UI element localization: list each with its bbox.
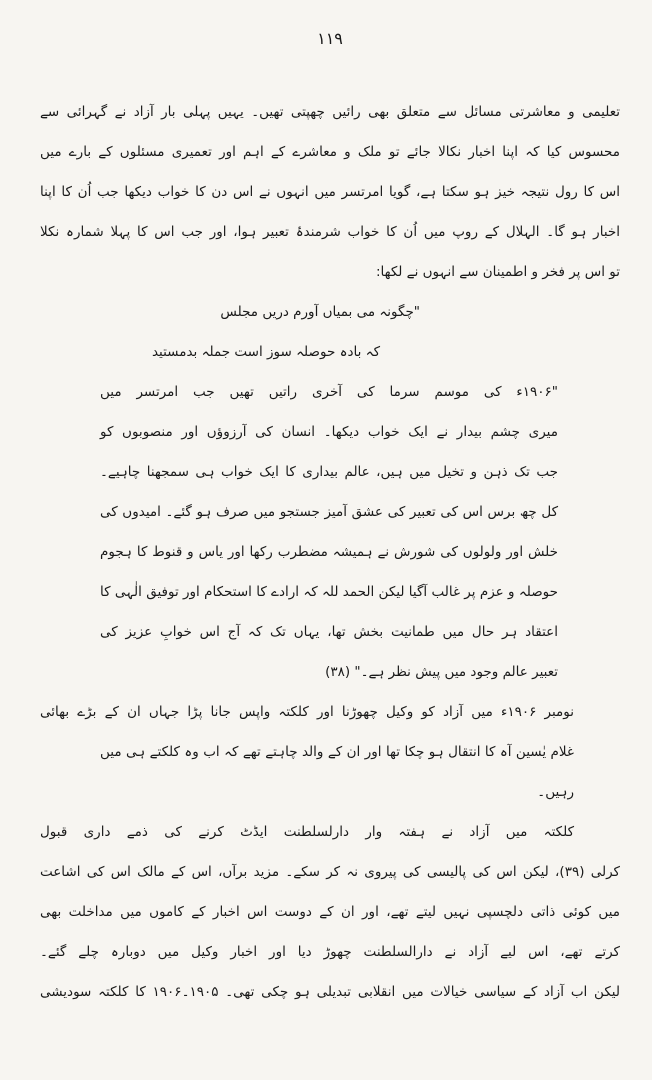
text-line: غلام یٰسین آہ کا انتقال ہو چکا تھا اور ان کے والد چاہتے تھے کہ اب وہ کلکتے ہی میں رہیں۔ [100,744,574,800]
text-line: تو اس پر فخر و اطمینان سے انہوں نے لکھا: [375,264,620,280]
page-number: ۱۱۹ [317,29,343,48]
quote-line: میری چشم بیدار نے ایک خواب دیکھا۔ انسان کی آرزوؤں اور منصوبوں کو [100,424,558,440]
text-line: میں کوئی ذاتی دلچسپی نہیں لیتے تھے، اور ان کے دوست اس اخبار کے کاموں میں مداخلت بھی [40,904,620,920]
quote-line: خلش اور ولولوں کی شورش نے ہمیشہ مضطرب رکھا اور یاس و قنوط کا ہجوم [100,544,558,560]
quote-line: اعتقاد ہر حال میں طمانیت بخش تھا، یہاں تک کہ آج اس خوابِ عزیز کی [100,624,558,640]
quote-line: "۱۹۰۶ء کی موسم سرما کی آخری راتیں تھیں جب امرتسر میں [100,384,558,400]
text-line: اخبار ہو گا۔ الہلال کے روپ میں اُن کا خواب شرمندۂ تعبیر ہوا، اور جب اس کا پہلا شمارہ نکلا [40,224,620,240]
verse-line: "چگونہ می بمیاں آورم دریں مجلس [220,304,420,320]
quote-line: جب تک ذہن و تخیل میں ہیں، عالم بیداری کا ایک خواب ہی سمجھنا چاہیے۔ [100,464,558,480]
text-line: کرتے تھے، اس لیے آزاد نے دارالسلطنت چھوڑ دیا اور اخبار وکیل میں دوبارہ چلے گئے۔ [40,944,620,960]
text-line: کرلی (۳۹)، لیکن اس کی پالیسی کی پیروی نہ کر سکے۔ مزید برآں، اس کے مالک اس کی اشاعت [40,864,620,880]
text-line: تعلیمی و معاشرتی مسائل سے متعلق بھی رائیں چھپتی تھیں۔ یہیں پہلی بار آزاد نے گہرائی سے [40,104,620,120]
text-line: کلکتہ میں آزاد نے ہفتہ وار دارلسلطنت ایڈٹ کرنے کی ذمے داری قبول [40,824,574,840]
text-line: نومبر ۱۹۰۶ء میں آزاد کو وکیل چھوڑنا اور کلکتہ واپس جانا پڑا جہاں ان کے بڑے بھائی [40,704,575,720]
text-line: اس کا رول نتیجہ خیز ہو سکتا ہے، گویا امرتسر میں انہوں نے اس دن کا خواب دیکھا جب اُن کا اپنا [40,184,620,200]
quote-line: کل چھ برس اس کی تعبیر کی عشق آمیز جستجو میں صرف ہو گئے۔ امیدوں کی [100,504,558,520]
text-line: محسوس کیا کہ اپنا اخبار نکالا جائے تو ملک و معاشرے کے اہم اور تعمیری مسئلوں کے بارے میں [40,144,620,160]
text-line: لیکن اب آزاد کے سیاسی خیالات میں انقلابی تبدیلی ہو چکی تھی۔ ۱۹۰۵۔۱۹۰۶ کا کلکتہ سودیشی [40,984,620,1000]
quote-line: حوصلہ و عزم پر غالب آگیا لیکن الحمد للہ کہ ارادے کا استحکام اور توفیق الٰہی کا [100,584,558,600]
verse-line: کہ بادہ حوصلہ سوز است جملہ بدمستید [151,344,380,360]
quote-line: تعبیر عالم وجود میں پیش نظر ہے۔" (۳۸) [325,664,558,680]
